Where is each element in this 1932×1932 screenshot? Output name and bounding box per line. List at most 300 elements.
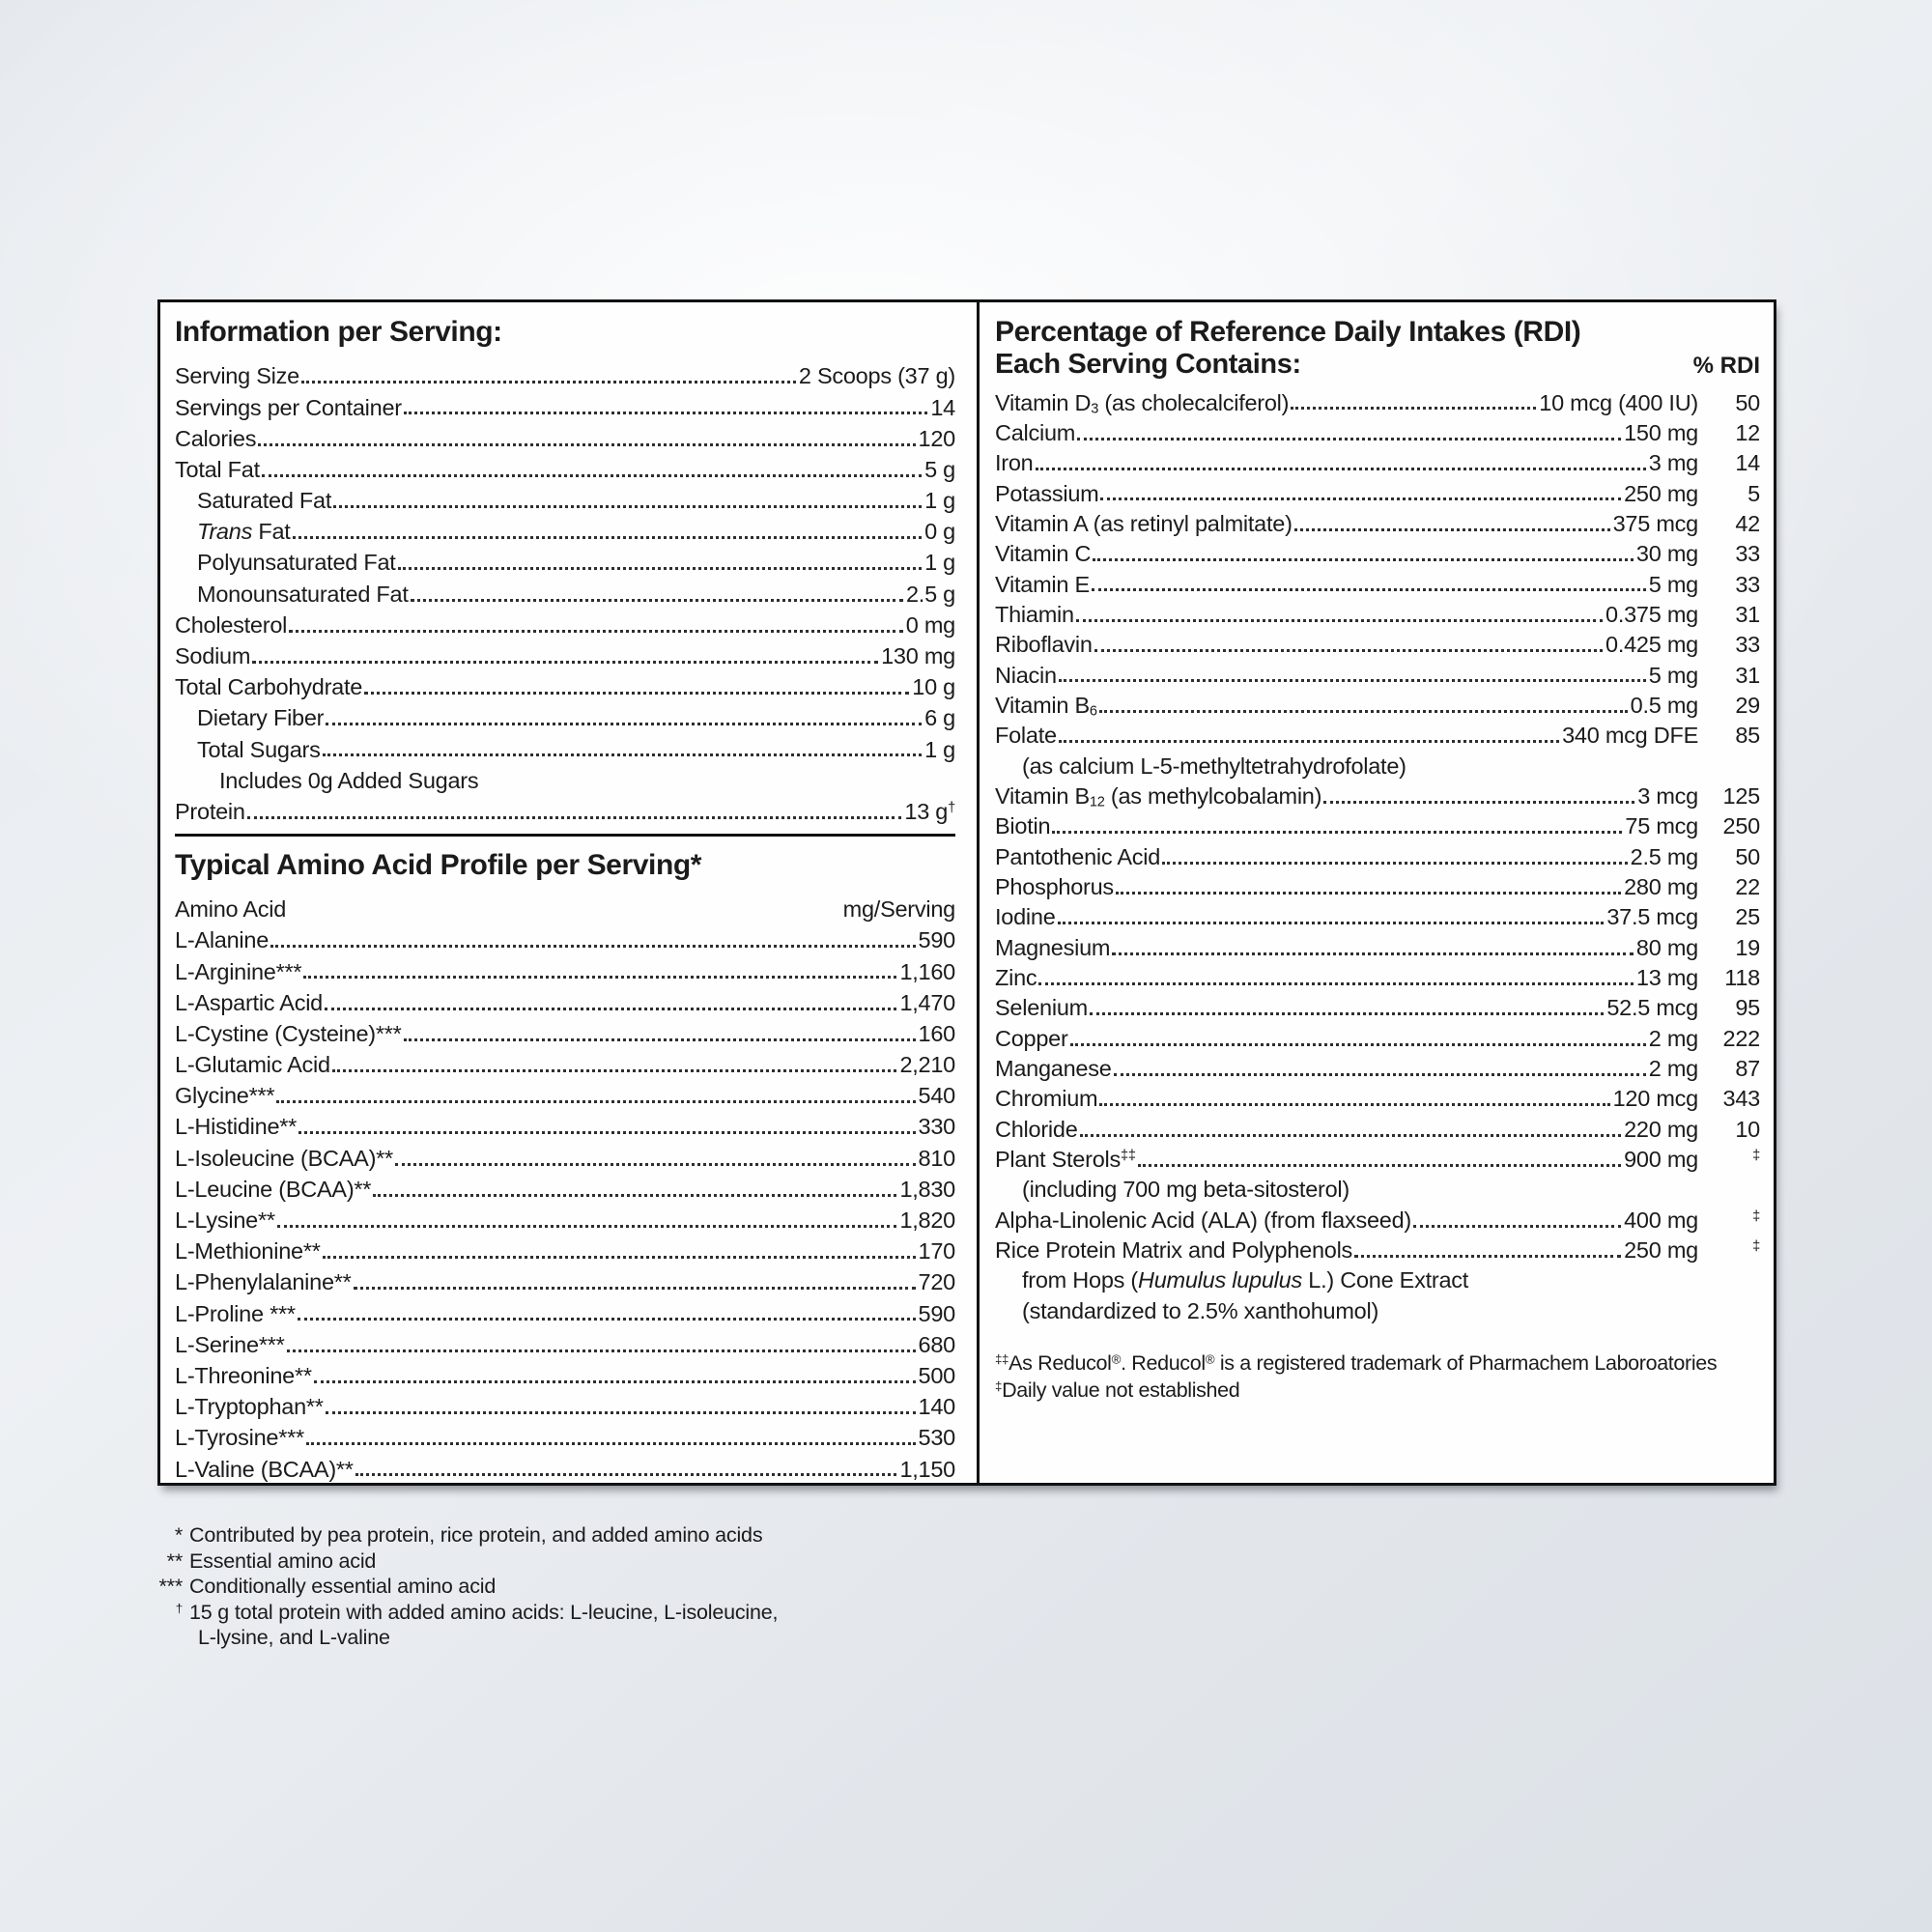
- row-amount: 150 mg: [1624, 419, 1698, 445]
- row-label: Plant Sterols‡‡: [995, 1147, 1136, 1173]
- row-label: Potassium: [995, 480, 1099, 506]
- rdi-row: [995, 810, 1760, 839]
- footnote-marker: *: [174, 1523, 183, 1547]
- row-label: L-Leucine (BCAA)**: [175, 1176, 372, 1202]
- row-label: Includes 0g Added Sugars: [219, 767, 479, 793]
- dot-leader: [325, 1008, 896, 1010]
- dot-leader: [247, 816, 902, 819]
- row-label: Vitamin A (as retinyl palmitate): [995, 510, 1293, 536]
- nutrition-row: [175, 389, 955, 420]
- dot-leader: [364, 692, 909, 695]
- row-rdi: 14: [1735, 450, 1760, 476]
- bottom-footnote: [145, 1522, 778, 1548]
- row-main: [995, 391, 1698, 416]
- rdi-footnotes: [995, 1350, 1760, 1404]
- amino-acid-header-row: [175, 892, 955, 923]
- row-value: 6 g: [924, 705, 955, 731]
- bottom-footnote: [145, 1625, 778, 1651]
- row-value: 1 g: [924, 736, 955, 762]
- dot-leader: [326, 1411, 916, 1414]
- rdi-subtitle-row: [995, 349, 1760, 385]
- row-rdi: 222: [1722, 1025, 1760, 1051]
- row-rdi: 118: [1724, 965, 1760, 991]
- nutrition-row: [175, 358, 955, 389]
- dot-leader: [1092, 588, 1646, 591]
- rdi-note-row: [995, 1173, 1760, 1203]
- row-label: Phosphorus: [995, 874, 1114, 899]
- dot-leader: [1099, 1103, 1609, 1106]
- row-label: Vitamin $D_3$ (as cholecalciferol): [995, 389, 1290, 417]
- dot-leader: [1112, 952, 1634, 955]
- row-value: 680: [918, 1331, 955, 1357]
- dot-leader: [289, 630, 903, 633]
- dot-leader: [1116, 892, 1621, 895]
- dot-leader: [303, 976, 896, 979]
- row-value: 530: [918, 1425, 955, 1451]
- row-amount: 10 mcg (400 IU): [1539, 389, 1698, 415]
- footnote-text: L-lysine, and L-valine: [198, 1626, 390, 1649]
- nutrition-row: [175, 514, 955, 545]
- rdi-row: [995, 1082, 1760, 1112]
- row-label: L-Lysine**: [175, 1208, 275, 1234]
- rdi-section: [980, 302, 1774, 1483]
- row-amount: 0.5 mg: [1630, 692, 1698, 718]
- row-rdi: ‡: [1752, 1148, 1760, 1164]
- dot-leader: [398, 567, 923, 570]
- footnote-text: Conditionally essential amino acid: [189, 1575, 497, 1598]
- row-label: Total Carbohydrate: [175, 674, 363, 700]
- row-rdi: 343: [1722, 1086, 1760, 1112]
- rdi-footnote: ‡Daily value not established: [995, 1378, 1240, 1402]
- nutrition-row: [175, 420, 955, 451]
- info-per-serving-title: Information per Serving:: [175, 316, 502, 348]
- row-label: Saturated Fat: [197, 488, 332, 514]
- info-per-serving-section: [160, 302, 977, 1483]
- rdi-note-row: [995, 1293, 1760, 1323]
- footnote-marker: [145, 1625, 189, 1651]
- rdi-row: [995, 658, 1760, 688]
- dot-leader: [306, 1442, 916, 1445]
- row-label: Manganese: [995, 1056, 1112, 1082]
- each-serving-contains-label: Each Serving Contains:: [995, 349, 1301, 380]
- row-rdi: 5: [1747, 480, 1760, 506]
- row-label: (standardized to 2.5% xanthohumol): [1022, 1297, 1379, 1323]
- nutrition-row: [175, 794, 955, 825]
- row-label: L-Phenylalanine**: [175, 1269, 352, 1295]
- row-amount: 0.375 mg: [1605, 601, 1698, 627]
- row-label: Vitamin C: [995, 541, 1092, 567]
- rdi-row: [995, 597, 1760, 627]
- dot-leader: [252, 661, 878, 664]
- row-rdi: ‡: [1752, 1238, 1760, 1255]
- amino-acid-row: [175, 1451, 955, 1482]
- row-label: from Hops (Humulus lupulus L.) Cone Extract: [1022, 1267, 1469, 1293]
- nutrition-row: [175, 545, 955, 576]
- rdi-row: [995, 688, 1760, 718]
- row-label: Trans Fat: [197, 519, 291, 545]
- row-label: Dietary Fiber: [197, 705, 325, 731]
- row-label: Vitamin $B_6$: [995, 692, 1097, 720]
- row-label: Total Fat: [175, 456, 260, 482]
- rdi-row: [995, 567, 1760, 597]
- footnote-text: Essential amino acid: [189, 1548, 377, 1573]
- amino-acid-row: [175, 1389, 955, 1420]
- row-rdi: 19: [1735, 934, 1760, 960]
- footnote-text: 15 g total protein with added amino acids: L-leucine, L-isoleucine,: [189, 1600, 779, 1624]
- row-label: Iodine: [995, 904, 1056, 930]
- row-amount: 120 mcg: [1612, 1086, 1698, 1112]
- rdi-row: [995, 1143, 1760, 1173]
- row-amount: 250 mg: [1624, 1237, 1698, 1264]
- dot-leader: [293, 536, 923, 539]
- row-amount: 2.5 mg: [1630, 843, 1698, 869]
- dot-leader: [1076, 619, 1603, 622]
- row-value: 810: [918, 1145, 955, 1171]
- row-label: Copper: [995, 1025, 1068, 1051]
- row-label: L-Glutamic Acid: [175, 1052, 330, 1078]
- amino-acid-row: [175, 1140, 955, 1171]
- row-value: 330: [918, 1114, 955, 1140]
- row-rdi: 87: [1735, 1056, 1760, 1082]
- rdi-column-header: % RDI: [1692, 353, 1760, 379]
- nutrition-row: [175, 608, 955, 639]
- dot-leader: [1059, 740, 1559, 743]
- dot-leader: [258, 443, 915, 446]
- row-amount: 340 mcg DFE: [1562, 723, 1698, 749]
- row-main: [995, 845, 1698, 870]
- row-label: Riboflavin: [995, 632, 1093, 658]
- row-label: (including 700 mg beta-sitosterol): [1022, 1177, 1350, 1203]
- row-main: [995, 573, 1698, 598]
- dot-leader: [277, 1225, 897, 1228]
- row-label: Polyunsaturated Fat: [197, 550, 396, 576]
- rdi-row: [995, 839, 1760, 869]
- row-amount: 375 mcg: [1612, 510, 1698, 536]
- rdi-title: Percentage of Reference Daily Intakes (RDI): [995, 316, 1581, 348]
- row-main: [995, 1238, 1698, 1264]
- dot-leader: [1294, 528, 1610, 531]
- rdi-row: [995, 476, 1760, 506]
- amino-acid-row: [175, 1078, 955, 1109]
- row-main: [995, 603, 1698, 628]
- dot-leader: [333, 505, 922, 508]
- row-label: Vitamin E: [995, 571, 1090, 597]
- row-rdi: 33: [1735, 571, 1760, 597]
- row-value: 13 g†: [904, 798, 955, 824]
- dot-leader: [395, 1163, 916, 1166]
- row-main: [995, 814, 1698, 839]
- row-label: Thiamin: [995, 601, 1074, 627]
- row-label: Servings per Container: [175, 394, 402, 420]
- dot-leader: [1080, 1134, 1622, 1137]
- dot-leader: [411, 599, 903, 602]
- dot-leader: [1070, 1043, 1646, 1046]
- row-amount: 5 mg: [1648, 662, 1698, 688]
- dot-leader: [323, 1256, 916, 1259]
- row-main: [995, 542, 1698, 567]
- row-main: [995, 421, 1698, 446]
- rdi-row: [995, 779, 1760, 809]
- row-value: 120: [918, 425, 955, 451]
- row-value: 1,820: [899, 1208, 955, 1234]
- row-main: [995, 1087, 1698, 1112]
- row-value: 160: [918, 1020, 955, 1046]
- nutrition-row: [175, 576, 955, 607]
- amino-acid-profile-title: Typical Amino Acid Profile per Serving*: [175, 848, 702, 881]
- dot-leader: [287, 1350, 916, 1352]
- row-rdi: 85: [1735, 723, 1760, 749]
- nutrition-row: [175, 700, 955, 731]
- row-label: Pantothenic Acid: [995, 843, 1161, 869]
- rdi-row: [995, 537, 1760, 567]
- row-label: L-Serine***: [175, 1331, 285, 1357]
- supplement-facts-panel: [157, 299, 1776, 1486]
- row-value: 1 g: [924, 550, 955, 576]
- row-label: Selenium: [995, 995, 1088, 1021]
- rdi-row: [995, 870, 1760, 900]
- row-rdi: 31: [1735, 601, 1760, 627]
- row-amount: 2 mg: [1648, 1025, 1698, 1051]
- row-value: 10 g: [912, 674, 955, 700]
- dot-leader: [1162, 862, 1628, 865]
- row-rdi: 50: [1735, 843, 1760, 869]
- row-main: [995, 664, 1698, 689]
- dot-leader: [323, 753, 922, 756]
- dot-leader: [332, 1069, 897, 1072]
- row-value: 540: [918, 1083, 955, 1109]
- row-value: 0 mg: [905, 611, 955, 638]
- rdi-list: [995, 385, 1760, 1324]
- row-main: [995, 784, 1698, 810]
- footnote-marker: †: [175, 1600, 183, 1615]
- row-value: 720: [918, 1269, 955, 1295]
- amino-acid-row: [175, 1203, 955, 1234]
- amino-acid-row: [175, 1358, 955, 1389]
- rdi-note-row: [995, 1264, 1760, 1293]
- nutrition-row: [175, 452, 955, 483]
- row-label: Protein: [175, 798, 245, 824]
- nutrition-row: [175, 483, 955, 514]
- dot-leader: [1038, 982, 1634, 985]
- footnote-text: Contributed by pea protein, rice protein, and added amino acids: [189, 1523, 763, 1547]
- row-value: 2.5 g: [905, 581, 955, 607]
- dot-leader: [373, 1194, 896, 1197]
- rdi-row: [995, 991, 1760, 1021]
- dot-leader: [298, 1131, 915, 1134]
- row-main: [995, 996, 1698, 1021]
- row-label: Biotin: [995, 813, 1051, 839]
- row-main: [995, 482, 1698, 507]
- row-label: L-Proline ***: [175, 1300, 296, 1326]
- rdi-row: [995, 1112, 1760, 1142]
- row-rdi: 31: [1735, 662, 1760, 688]
- dot-leader: [1036, 468, 1646, 470]
- nutrition-facts-list: [175, 358, 955, 825]
- dot-leader: [1059, 679, 1646, 682]
- dot-leader: [1099, 710, 1628, 713]
- row-amount: 5 mg: [1648, 571, 1698, 597]
- dot-leader: [1052, 831, 1622, 834]
- amino-acid-column-header: Amino Acid: [175, 896, 287, 923]
- row-label: Magnesium: [995, 934, 1111, 960]
- dot-leader: [1093, 558, 1634, 561]
- row-main: [995, 724, 1698, 749]
- dot-leader: [276, 1100, 915, 1103]
- dot-leader: [1094, 649, 1603, 652]
- row-main: [995, 1208, 1698, 1234]
- row-amount: 52.5 mcg: [1606, 995, 1698, 1021]
- row-value: 1 g: [924, 488, 955, 514]
- row-label: (as calcium L-5-methyltetrahydrofolate): [1022, 753, 1406, 779]
- row-main: [995, 512, 1698, 537]
- rdi-note-row: [995, 749, 1760, 779]
- row-main: [995, 451, 1698, 476]
- row-label: L-Aspartic Acid: [175, 989, 323, 1015]
- row-main: [995, 1148, 1698, 1173]
- dot-leader: [404, 412, 928, 414]
- row-label: Total Sugars: [197, 736, 321, 762]
- row-amount: 250 mg: [1624, 480, 1698, 506]
- row-label: L-Methionine**: [175, 1238, 321, 1264]
- row-amount: 400 mg: [1624, 1207, 1698, 1233]
- row-value: 1,150: [899, 1456, 955, 1482]
- dot-leader: [262, 474, 922, 477]
- row-label: Calcium: [995, 419, 1076, 445]
- row-amount: 13 mg: [1635, 965, 1698, 991]
- bottom-footnote: [145, 1574, 778, 1600]
- row-label: Zinc: [995, 965, 1037, 991]
- rdi-row: [995, 719, 1760, 749]
- row-label: Folate: [995, 723, 1057, 749]
- row-value: 2,210: [899, 1052, 955, 1078]
- dot-leader: [1323, 801, 1634, 804]
- rdi-row: [995, 385, 1760, 415]
- dot-leader: [1100, 497, 1621, 500]
- row-label: L-Valine (BCAA)**: [175, 1456, 354, 1482]
- row-amount: 2 mg: [1648, 1056, 1698, 1082]
- row-label: L-Cystine (Cysteine)***: [175, 1020, 402, 1046]
- dot-leader: [1291, 407, 1536, 410]
- row-rdi: ‡: [1752, 1208, 1760, 1225]
- row-main: [995, 966, 1698, 991]
- row-rdi: 22: [1735, 874, 1760, 899]
- row-label: Glycine***: [175, 1083, 275, 1109]
- amino-acid-row: [175, 984, 955, 1015]
- row-amount: 80 mg: [1635, 934, 1698, 960]
- row-label: Rice Protein Matrix and Polyphenols: [995, 1237, 1353, 1264]
- row-label: Niacin: [995, 662, 1057, 688]
- amino-acid-row: [175, 953, 955, 984]
- row-amount: 0.425 mg: [1605, 632, 1698, 658]
- row-rdi: 25: [1735, 904, 1760, 930]
- row-label: L-Arginine***: [175, 958, 302, 984]
- row-rdi: 33: [1735, 541, 1760, 567]
- dot-leader: [270, 945, 915, 948]
- row-label: L-Tyrosine***: [175, 1425, 304, 1451]
- row-rdi: 250: [1722, 813, 1760, 839]
- row-main: [995, 633, 1698, 658]
- amino-acid-row: [175, 1016, 955, 1047]
- row-main: [995, 1027, 1698, 1052]
- footnote-marker: ***: [158, 1575, 183, 1598]
- row-rdi: 29: [1735, 692, 1760, 718]
- row-value: 590: [918, 1300, 955, 1326]
- row-amount: 75 mcg: [1625, 813, 1698, 839]
- row-label: Vitamin $B_{12}$ (as methylcobalamin): [995, 782, 1322, 810]
- dot-leader: [301, 381, 796, 384]
- row-amount: 3 mcg: [1637, 782, 1698, 809]
- rdi-row: [995, 506, 1760, 536]
- rdi-footnote: ‡‡As Reducol®. Reducol® is a registered trademark of Pharmachem Laboroatories: [995, 1350, 1718, 1375]
- row-label: Alpha-Linolenic Acid (ALA) (from flaxseed): [995, 1207, 1411, 1233]
- nutrition-row: [175, 669, 955, 700]
- nutrition-row: [175, 731, 955, 762]
- row-rdi: 33: [1735, 632, 1760, 658]
- mg-per-serving-column-header: mg/Serving: [842, 896, 955, 923]
- amino-acid-row: [175, 1234, 955, 1264]
- nutrition-row: [175, 762, 955, 793]
- row-value: 140: [918, 1394, 955, 1420]
- row-amount: 220 mg: [1624, 1116, 1698, 1142]
- row-amount: 280 mg: [1624, 874, 1698, 899]
- bottom-footnote: [145, 1548, 778, 1575]
- rdi-row: [995, 1052, 1760, 1082]
- row-main: [995, 694, 1698, 719]
- row-label: Serving Size: [175, 363, 299, 389]
- row-value: 590: [918, 927, 955, 953]
- amino-acid-row: [175, 1264, 955, 1295]
- row-label: L-Histidine**: [175, 1114, 298, 1140]
- bottom-footnote: [145, 1600, 778, 1626]
- row-value: 130 mg: [881, 643, 955, 669]
- row-rdi: 125: [1722, 782, 1760, 809]
- row-value: 1,830: [899, 1176, 955, 1202]
- row-main: [995, 875, 1698, 900]
- bottom-footnotes: [145, 1522, 778, 1651]
- section-divider: [175, 834, 955, 837]
- row-value: 1,160: [899, 958, 955, 984]
- row-label: L-Threonine**: [175, 1362, 312, 1388]
- row-value: 2 Scoops (37 g): [798, 363, 955, 389]
- rdi-row: [995, 1203, 1760, 1233]
- row-value: 0 g: [924, 519, 955, 545]
- amino-acid-row: [175, 1295, 955, 1326]
- dot-leader: [298, 1318, 916, 1321]
- dot-leader: [1138, 1164, 1621, 1167]
- row-value: 170: [918, 1238, 955, 1264]
- row-rdi: 12: [1735, 419, 1760, 445]
- row-label: Chromium: [995, 1086, 1098, 1112]
- dot-leader: [326, 723, 922, 725]
- rdi-row: [995, 1021, 1760, 1051]
- row-amount: 900 mg: [1624, 1147, 1698, 1173]
- dot-leader: [355, 1473, 897, 1476]
- row-label: Calories: [175, 425, 257, 451]
- row-value: 14: [930, 394, 955, 420]
- nutrition-row: [175, 639, 955, 669]
- row-main: [995, 1057, 1698, 1082]
- dot-leader: [1058, 922, 1605, 924]
- dot-leader: [1413, 1225, 1621, 1228]
- row-label: Monounsaturated Fat: [197, 581, 409, 607]
- row-rdi: 95: [1735, 995, 1760, 1021]
- dot-leader: [354, 1287, 916, 1290]
- rdi-row: [995, 961, 1760, 991]
- amino-acid-row: [175, 1109, 955, 1140]
- amino-acid-row: [175, 1172, 955, 1203]
- row-amount: 3 mg: [1648, 450, 1698, 476]
- row-label: Cholesterol: [175, 611, 288, 638]
